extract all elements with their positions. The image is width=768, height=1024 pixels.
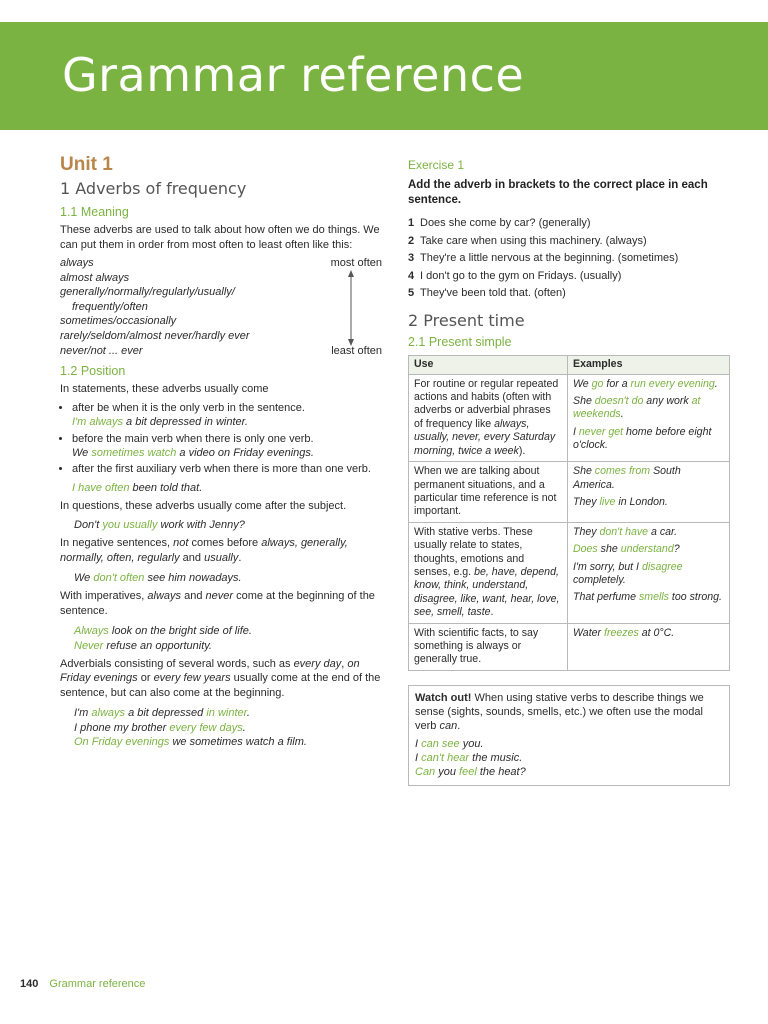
table-row <box>409 623 730 670</box>
page-footer <box>20 978 145 990</box>
list-item: 1 Does she come by car? (generally) <box>408 217 591 230</box>
freq-item: never/not ... ever <box>60 344 143 357</box>
examples-cell: We go for a run every evening. She doesn't do any work at weekends. I never get home before eight o'clock. <box>568 374 730 461</box>
exercise-instruction: Add the adverb in brackets to the correct place in each sentence. <box>408 179 708 207</box>
watch-out-box <box>408 685 730 786</box>
subsection-meaning: 1.1 Meaning <box>60 204 129 219</box>
frequency-scale <box>60 256 382 356</box>
list-item: 4 I don't go to the gym on Fridays. (usually) <box>408 269 622 282</box>
questions-text: In questions, these adverbs usually come after the subject. <box>60 500 347 513</box>
present-simple-table <box>408 355 730 671</box>
page-title: Grammar reference <box>62 48 525 102</box>
use-cell: When we are talking about permanent situations, and a particular time reference is not important. <box>409 462 568 523</box>
column-header-examples: Examples <box>568 356 730 374</box>
example-sentence: I phone my brother every few days. <box>74 721 246 734</box>
double-arrow-icon <box>346 270 356 346</box>
section-title-adverbs: 1 Adverbs of frequency <box>60 179 247 199</box>
meaning-text: These adverbs are used to talk about how often we do things. We can put them in order from most often to least often like this: <box>60 224 380 251</box>
freq-item: always <box>60 257 94 270</box>
example-sentence: I can't hear the music. <box>415 751 523 764</box>
freq-item: rarely/seldom/almost never/hardly ever <box>60 330 250 342</box>
use-cell: For routine or regular repeated actions and habits (often with adverbs or adverbial phrases of frequency like always, usually, never, every Saturday morning, twice a week). <box>409 374 568 461</box>
imperative-text: With imperatives, always and never come at the beginning of the sentence. <box>60 590 375 617</box>
section-title-present-time: 2 Present time <box>408 311 525 331</box>
right-column <box>408 150 730 786</box>
freq-item: almost always <box>60 271 130 284</box>
list-item: • before the main verb when there is only one verb. We sometimes watch a video on Friday evenings. <box>72 432 382 461</box>
negative-text: In negative sentences, not comes before always, generally, normally, often, regularly and usually. <box>60 537 348 564</box>
header-banner <box>0 22 768 130</box>
exercise-title: Exercise 1 <box>408 158 465 172</box>
list-item: • after the first auxiliary verb when there is more than one verb. I have often been told that. <box>72 462 382 495</box>
example-sentence: I have often been told that. <box>72 481 203 494</box>
most-often-label: most often <box>330 257 382 270</box>
freq-item: sometimes/occasionally <box>60 315 177 328</box>
example-sentence: Can you feel the heat? <box>415 765 526 778</box>
subsection-position: 1.2 Position <box>60 364 126 379</box>
list-item: 3 They're a little nervous at the beginning. (sometimes) <box>408 252 679 265</box>
table-row <box>409 374 730 461</box>
watch-out-text: Watch out! When using stative verbs to describe things we sense (sights, sounds, smells, etc.) we often use the modal verb can. <box>415 691 704 732</box>
example-sentence: On Friday evenings we sometimes watch a film. <box>74 735 307 748</box>
example-sentence: We sometimes watch a video on Friday evenings. <box>72 447 314 460</box>
adverbials-text: Adverbials consisting of several words, such as every day, on Friday evenings or every few years usually come at the end of the sentence, but can also come at the beginning. <box>60 657 381 699</box>
freq-item: frequently/often <box>72 300 148 313</box>
example-sentence: Always look on the bright side of life. <box>74 625 252 638</box>
exercise-list <box>408 216 730 300</box>
example-sentence: I'm always a bit depressed in winter. <box>74 707 250 720</box>
frequency-list <box>60 256 290 358</box>
footer-title: Grammar reference <box>49 978 146 990</box>
use-cell: With scientific facts, to say something is always or generally true. <box>409 623 568 670</box>
example-sentence: I'm always a bit depressed in winter. <box>72 416 248 429</box>
page-number: 140 <box>20 978 39 990</box>
table-header-row <box>409 356 730 374</box>
example-sentence: Don't you usually work with Jenny? <box>74 518 245 531</box>
examples-cell: Water freezes at 0°C. <box>568 623 730 670</box>
subsection-present-simple: 2.1 Present simple <box>408 334 512 349</box>
table-row <box>409 462 730 523</box>
list-item: 5 They've been told that. (often) <box>408 287 566 300</box>
least-often-label: least often <box>331 344 382 357</box>
unit-title: Unit 1 <box>60 154 113 175</box>
list-item: 2 Take care when using this machinery. (always) <box>408 234 647 247</box>
example-sentence: Never refuse an opportunity. <box>74 639 212 652</box>
position-bullets <box>60 401 382 495</box>
column-header-use: Use <box>409 356 568 374</box>
examples-cell: They don't have a car. Does she understand? I'm sorry, but I disagree completely. That perfume smells too strong. <box>568 522 730 623</box>
examples-cell: She comes from South America. They live in London. <box>568 462 730 523</box>
freq-item: generally/normally/regularly/usually/ <box>60 286 235 299</box>
list-item: • after be when it is the only verb in the sentence. I'm always a bit depressed in winter. <box>72 401 382 430</box>
example-sentence: I can see you. <box>415 737 484 750</box>
use-cell: With stative verbs. These usually relate to states, thoughts, emotions and senses, e.g. be, have, depend, know, think, understand, disagree, like, want, hear, love, see, smell, taste. <box>409 522 568 623</box>
left-column <box>60 150 382 749</box>
table-row <box>409 522 730 623</box>
statements-intro: In statements, these adverbs usually come <box>60 383 269 396</box>
example-sentence: We don't often see him nowadays. <box>74 571 242 584</box>
